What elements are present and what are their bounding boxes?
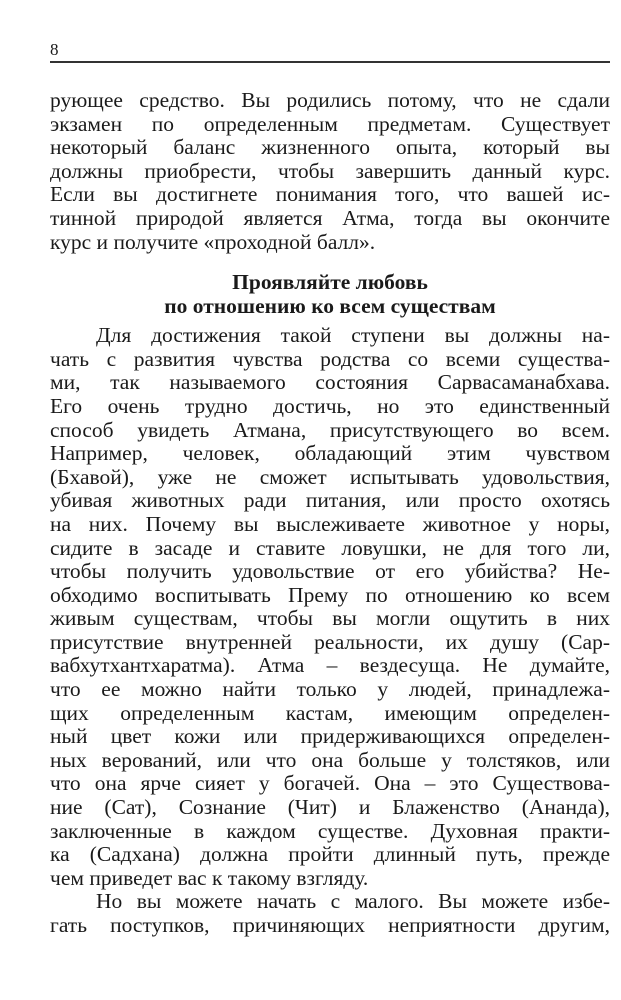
- text-line: вабхутхантхаратма). Атма – вездесуща. Не думайте,: [50, 653, 610, 678]
- text-line: живым существам, чтобы вы могли ощутить в них: [50, 606, 610, 631]
- heading-line: Проявляйте любовь: [232, 270, 428, 295]
- text-line: тинной природой является Атма, тогда вы окончите: [50, 205, 610, 230]
- text-line: присутствие внутренней реальности, их душу (Сар-: [50, 629, 610, 654]
- paragraph-3: [50, 890, 610, 937]
- text-line: некоторый баланс жизненного опыта, который вы: [50, 135, 610, 160]
- text-line: на них. Почему вы выслеживаете животное у норы,: [50, 511, 610, 536]
- paragraph-1: [50, 89, 610, 254]
- text-line: (Бхавой), уже не сможет испытывать удовольствия,: [50, 464, 610, 489]
- text-line: чем приведет вас к такому взгляду.: [50, 865, 369, 890]
- text-line: убивая животных ради питания, или просто охотясь: [50, 488, 610, 513]
- text-line: экзамен по определенным предметам. Существует: [50, 111, 610, 136]
- section-heading: [50, 270, 610, 318]
- paragraph-2: [50, 324, 610, 890]
- text-line: гать поступков, причиняющих неприятности другим,: [50, 913, 610, 937]
- text-line: ных верований, или что она больше у толстяков, или: [50, 747, 610, 772]
- text-line: рующее средство. Вы родились потому, что не сдали: [50, 88, 610, 112]
- text-line: Но вы можете начать с малого. Вы можете избе-: [96, 889, 610, 914]
- text-line: Для достижения такой ступени вы должны на-: [96, 323, 610, 348]
- text-line: обходимо воспитывать Прему по отношению ко всем: [50, 582, 610, 607]
- text-line: заключенные в каждом существе. Духовная практи-: [50, 818, 610, 843]
- text-line: способ увидеть Атмана, присутствующего во всем.: [50, 417, 610, 442]
- heading-line: по отношению ко всем существам: [164, 294, 496, 319]
- text-line: Например, человек, обладающий этим чувством: [50, 441, 610, 466]
- page-body: [50, 89, 610, 938]
- text-line: сидите в засаде и ставите ловушки, не для того ли,: [50, 535, 610, 560]
- page-number: 8: [50, 40, 59, 59]
- text-line: ный цвет кожи или придерживающихся определен-: [50, 724, 610, 749]
- text-line: курс и получите «проходной балл».: [50, 229, 376, 254]
- text-line: чтобы получить удовольствие от его убийства? Не-: [50, 559, 610, 584]
- text-line: ми, так называемого состояния Сарвасаманабхава.: [50, 370, 610, 395]
- text-line: что она ярче сияет у богачей. Она – это Существова-: [50, 771, 610, 796]
- text-line: должны приобрести, чтобы завершить данный курс.: [50, 158, 610, 183]
- text-line: что ее можно найти только у людей, принадлежа-: [50, 677, 610, 702]
- text-line: Если вы достигнете понимания того, что вашей ис-: [50, 182, 610, 207]
- text-line: чать с развития чувства родства со всеми существа-: [50, 346, 610, 371]
- text-line: щих определенным кастам, имеющим определен-: [50, 700, 610, 725]
- text-line: ка (Садхана) должна пройти длинный путь, прежде: [50, 842, 610, 867]
- text-line: Его очень трудно достичь, но это единственный: [50, 393, 610, 418]
- header-rule: [50, 61, 610, 63]
- text-line: ние (Сат), Сознание (Чит) и Блаженство (Ананда),: [50, 795, 610, 820]
